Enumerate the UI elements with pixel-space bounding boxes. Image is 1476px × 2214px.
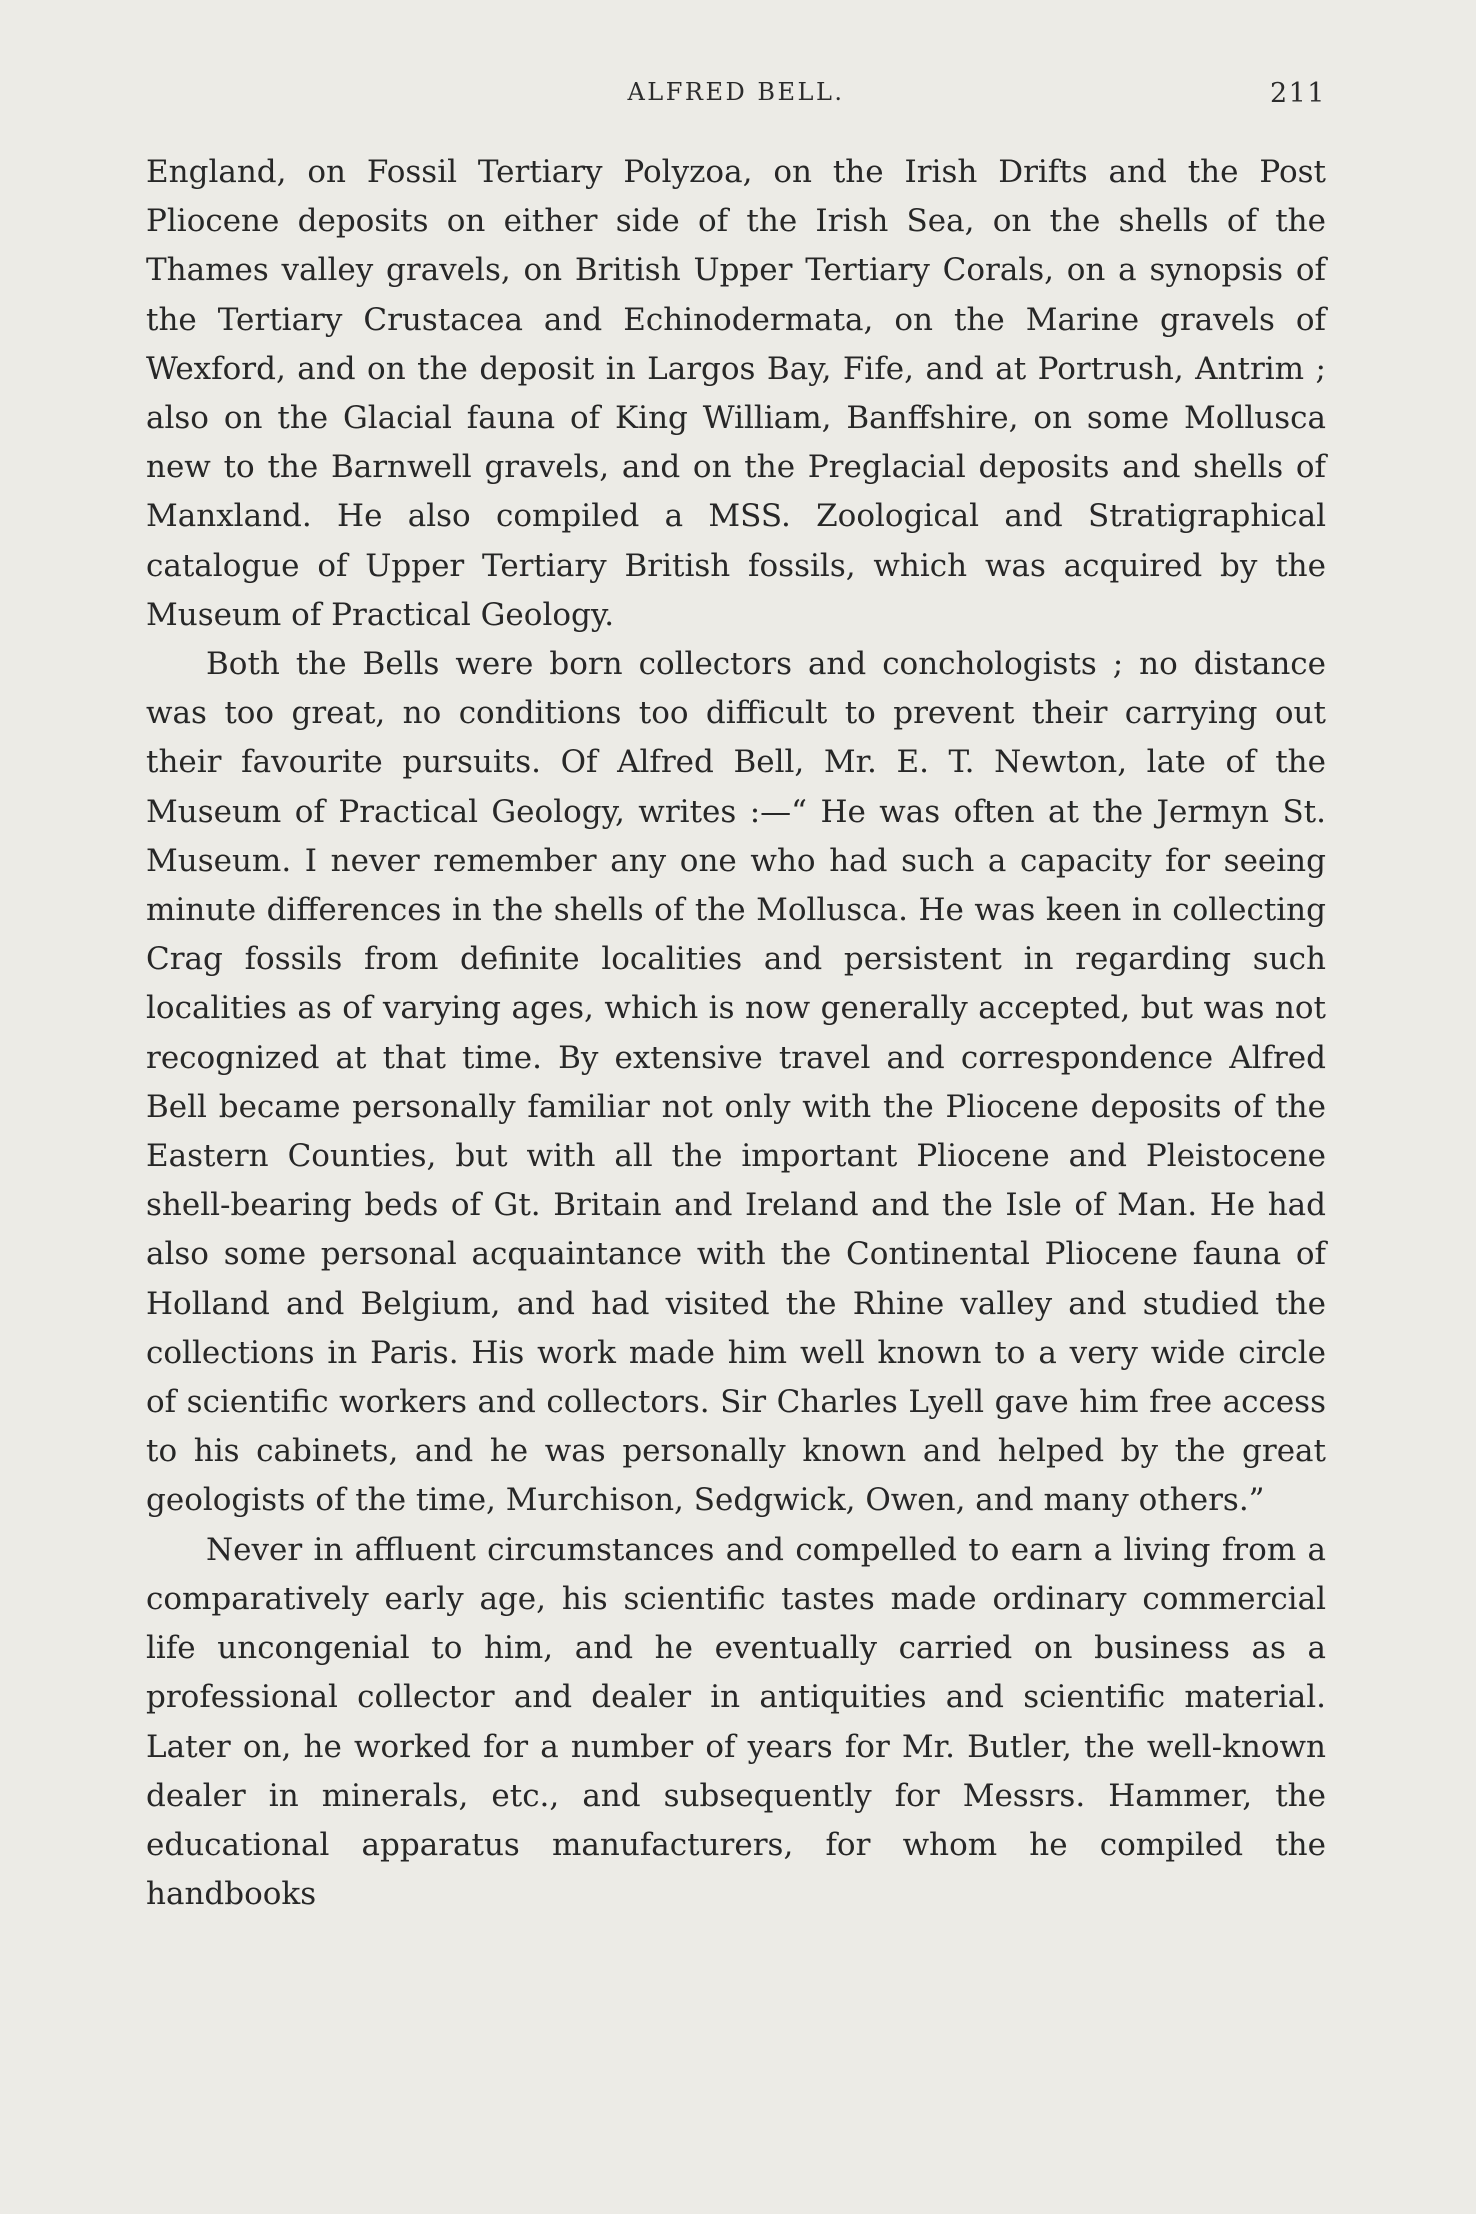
running-head bbox=[146, 78, 1326, 118]
paragraph-circumstances: Never in affluent circumstances and compelled to earn a living from a comparatively early age, his scientific tastes made ordinary commercial life uncongenial to him, and he eventually carried on business as a professional collector and dealer in antiquities and scientific material. Later on, he worked for a number of years for Mr. Butler, the well-known dealer in minerals, etc., and subsequently for Messrs. Hammer, the educational apparatus manufacturers, for whom he compiled the handbooks bbox=[146, 1531, 1326, 1913]
page-number: 211 bbox=[1269, 78, 1326, 109]
body-text bbox=[146, 148, 1326, 1919]
paragraph-continued: England, on Fossil Tertiary Polyzoa, on the Irish Drifts and the Post Pliocene deposits on either side of the Irish Sea, on the shells of the Thames valley gravels, on British Upper Tertiary Corals, on a synopsis of the Tertiary Crustacea and Echinodermata, on the Marine gravels of Wexford, and on the deposit in Largos Bay, Fife, and at Portrush, Antrim ; also on the Glacial fauna of King William, Banffshire, on some Mollusca new to the Barnwell gravels, and on the Preglacial deposits and shells of Manxland. He also compiled a MSS. Zoological and Stratigraphical catalogue of Upper Tertiary British fossils, which was acquired by the Museum of Practical Geology. bbox=[146, 154, 1326, 633]
paragraph-bells-collectors: Both the Bells were born collectors and conchologists ; no distance was too great, no conditions too difficult to prevent their carrying out their favourite pursuits. Of Alfred Bell, Mr. E. T. Newton, late of the Museum of Practical Geology, writes :—“ He was often at the Jermyn St. Museum. I never remember any one who had such a capacity for seeing minute differences in the shells of the Mollusca. He was keen in collecting Crag fossils from definite localities and persistent in regarding such localities as of varying ages, which is now generally accepted, but was not recognized at that time. By extensive travel and correspondence Alfred Bell became personally familiar not only with the Pliocene deposits of the Eastern Counties, but with all the important Pliocene and Pleistocene shell-bearing beds of Gt. Britain and Ireland and the Isle of Man. He had also some personal acquaintance with the Continental Pliocene fauna of Holland and Belgium, and had visited the Rhine valley and studied the collections in Paris. His work made him well known to a very wide circle of scientific workers and collectors. Sir Charles Lyell gave him free access to his cabinets, and he was personally known and helped by the great geologists of the time, Murchison, Sedgwick, Owen, and many others.” bbox=[146, 646, 1326, 1519]
running-title: ALFRED BELL. bbox=[627, 78, 845, 106]
